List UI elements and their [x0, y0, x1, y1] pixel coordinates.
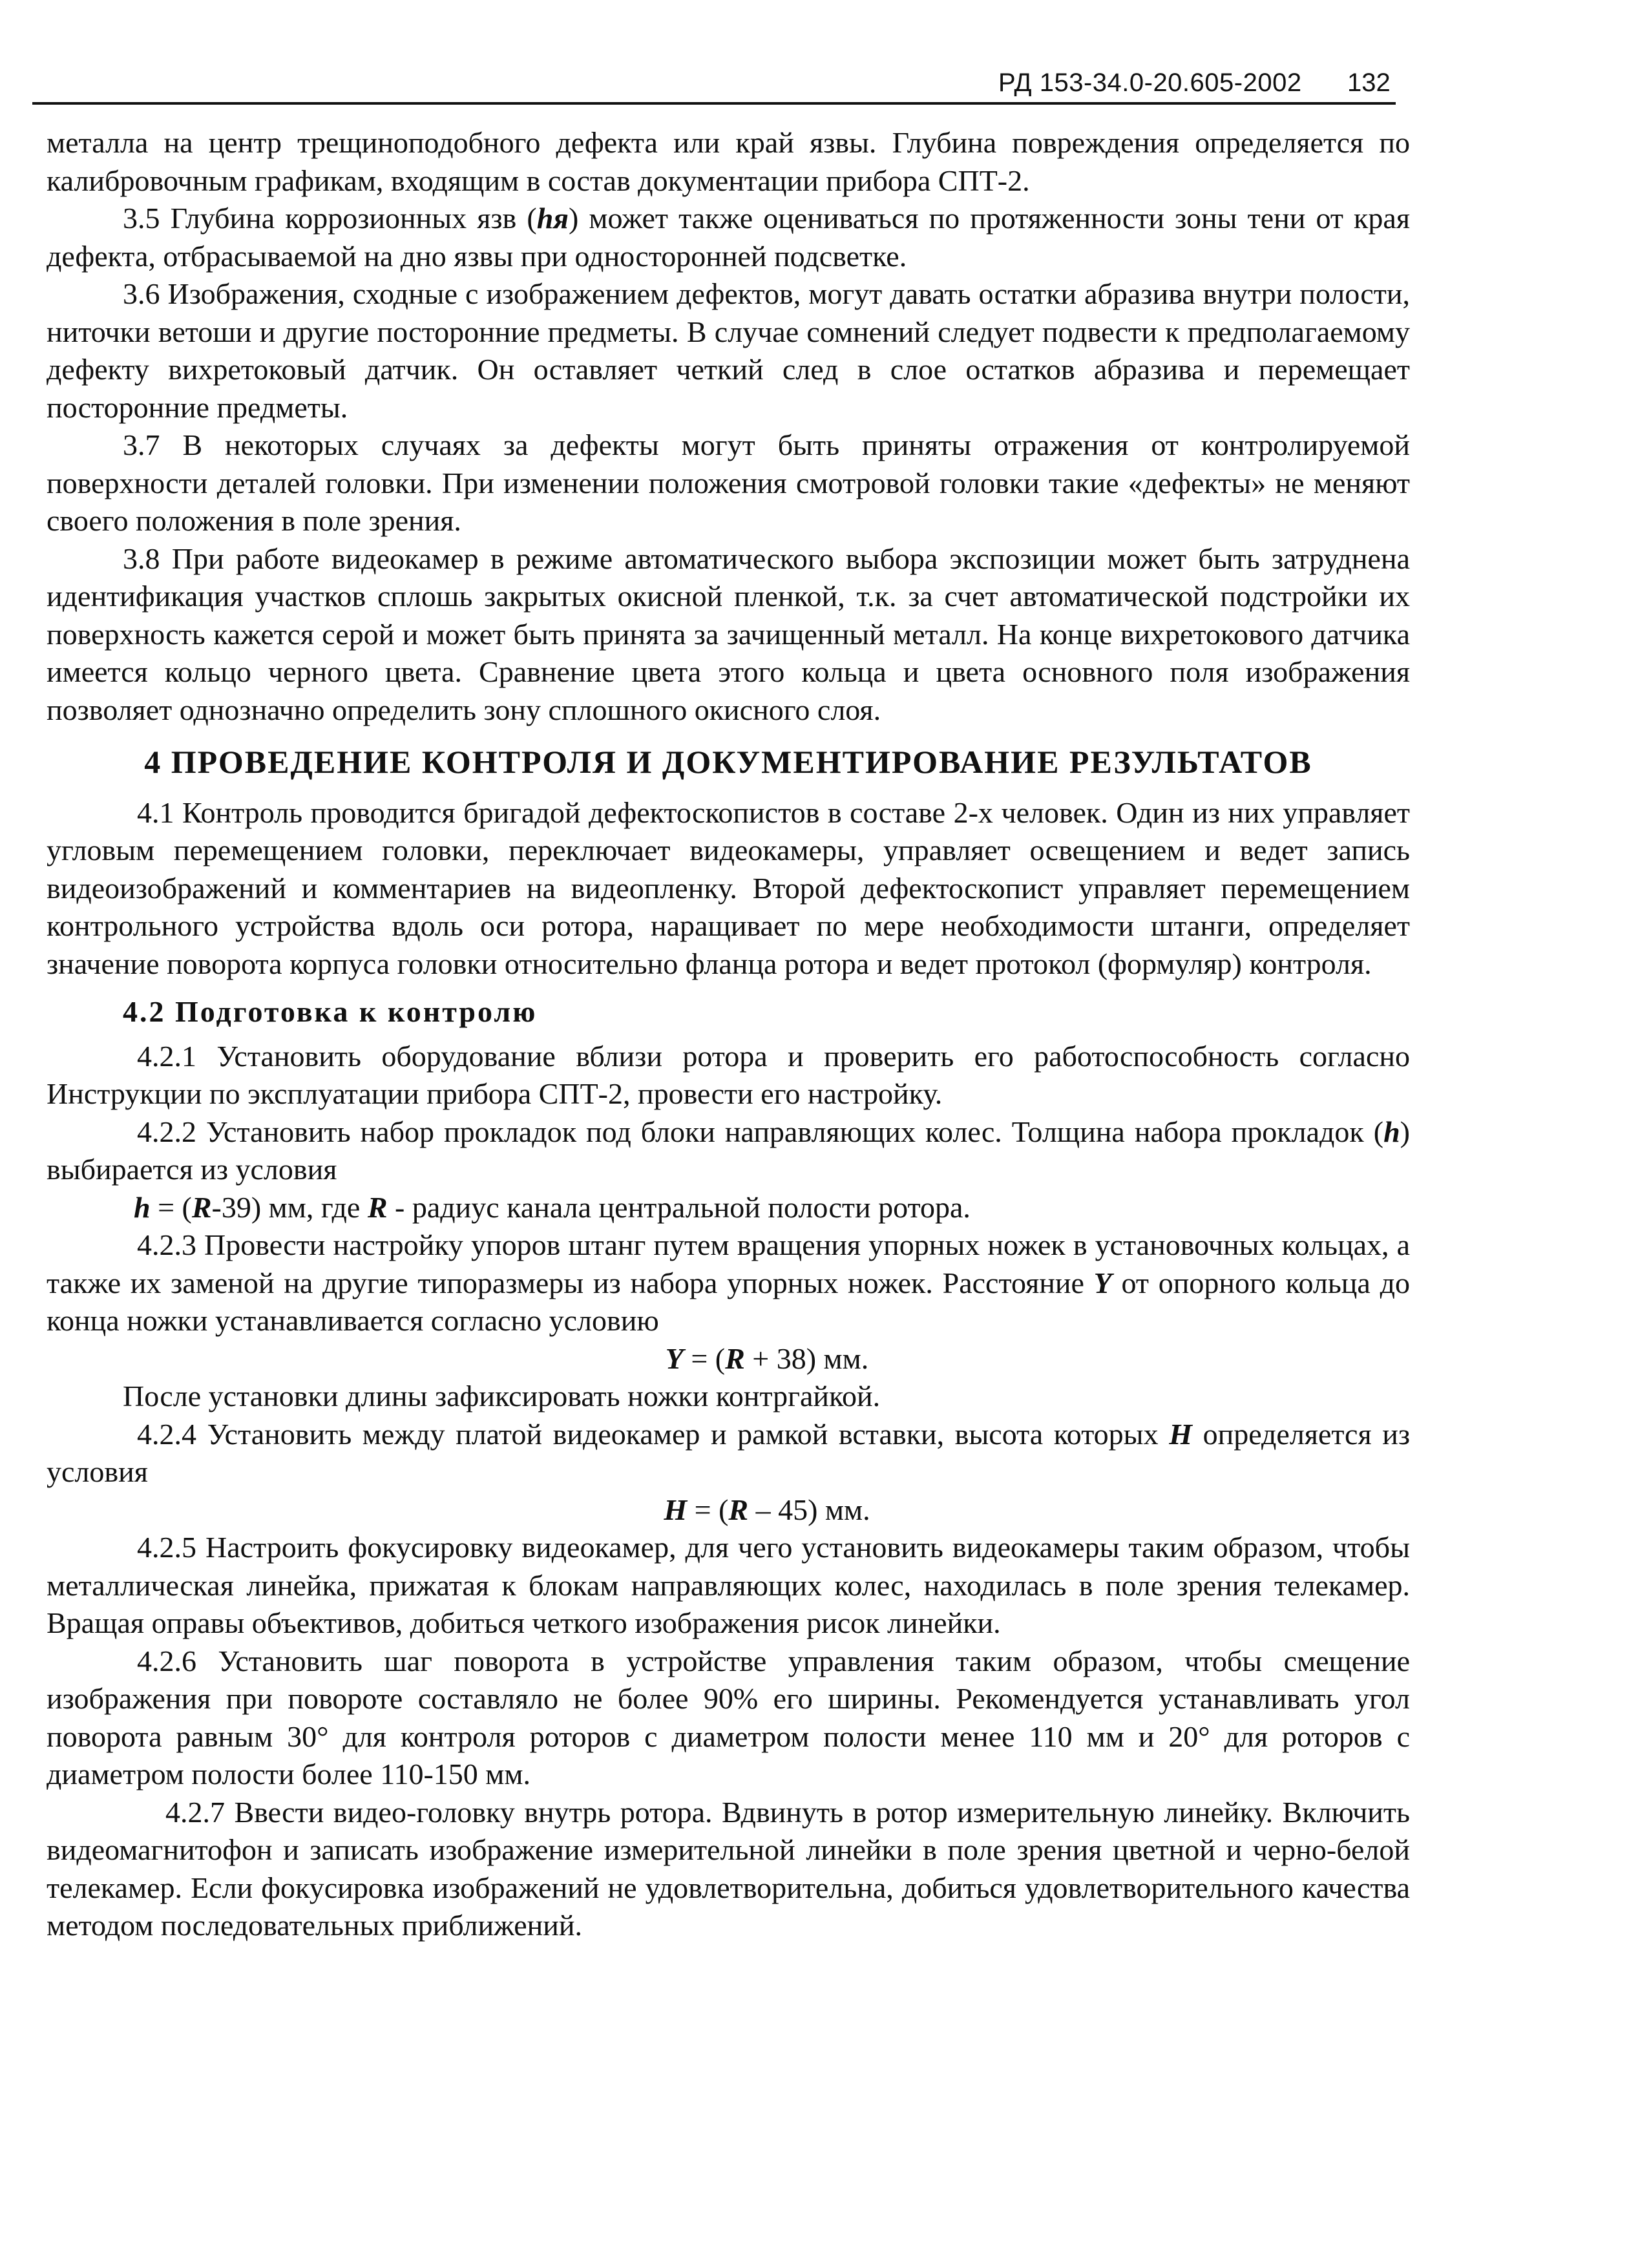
symbol-h: h [134, 1190, 151, 1224]
document-code: РД 153-34.0-20.605-2002 [998, 68, 1302, 97]
paragraph-4-2-3-after [47, 1378, 1410, 1416]
paragraph-4-2-7 [47, 1794, 1410, 1945]
symbol-h-upper: H [1169, 1417, 1192, 1451]
symbol-y: Y [1093, 1266, 1112, 1299]
paragraph-text: 4.2.7 Ввести видео-головку внутрь ротора. Вдвинуть в ротор измерительную линейку. Включить видеомагнитофон и записать изображение измерительной линейки в поле зрения цветной и черно-белой телекамер. Если фокусировка изображений не удовлетворительна, добиться удовлетворительного качества методом последовательных приближений. [47, 1795, 1410, 1942]
paragraph-text: 3.7 В некоторых случаях за дефекты могут быть приняты отражения от контролируемой поверхности деталей головки. При изменении положения смотровой головки такие «дефекты» не меняют своего положения в поле зрения. [47, 428, 1410, 537]
formula-text: - радиус канала центральной полости ротора. [387, 1190, 971, 1224]
paragraph-text: 4.2.3 Провести настройку упоров штанг путем вращения упорных ножек в установочных кольцах, а также их заменой на другие типоразмеры из набора упорных ножек. Расстояние [47, 1228, 1410, 1299]
paragraph-continuation [47, 124, 1410, 200]
symbol-r: R [728, 1493, 749, 1526]
paragraph-4-2-1 [47, 1038, 1410, 1113]
paragraph-4-2-4 [47, 1416, 1410, 1491]
formula-text: -39) мм, где [211, 1190, 368, 1224]
paragraph-text: 3.5 Глубина коррозионных язв ( [123, 202, 537, 235]
formula-text: = ( [687, 1493, 729, 1526]
paragraph-text: от опорного кольца до конца ножки устанавливается согласно условию [47, 1266, 1411, 1337]
paragraph-4-2-6 [47, 1643, 1410, 1794]
paragraph-text: 4.1 Контроль проводится бригадой дефектоскопистов в составе 2-х человек. Один из них управляет угловым перемещением головки, переключает видеокамеры, управляет освещением и ведет запись видеоизображений и комментариев на видеопленку. Второй дефектоскопист управляет перемещением контрольного устройства вдоль оси ротора, наращивает по мере необходимости штанги, определяет значение поворота корпуса головки относительно фланца ротора и ведет протокол (формуляр) контроля. [47, 795, 1410, 980]
formula-y [124, 1340, 1410, 1378]
paragraph-text: ) может также оцениваться по протяженности зоны тени от края дефекта, отбрасываемой на дно язвы при односторонней подсветке. [47, 202, 1410, 273]
section-4-title: 4 ПРОВЕДЕНИЕ КОНТРОЛЯ И ДОКУМЕНТИРОВАНИЕ РЕЗУЛЬТАТОВ [144, 744, 1312, 780]
symbol-r: R [367, 1190, 388, 1224]
symbol-h-upper: H [664, 1493, 688, 1526]
subsection-4-2-title: 4.2 Подготовка к контролю [123, 995, 538, 1028]
formula-text: + 38) мм. [744, 1341, 869, 1375]
paragraph-text: 3.8 При работе видеокамер в режиме автоматического выбора экспозиции может быть затруднена идентификация участков сплошь закрытых окисной пленкой, т.к. за счет автоматической подстройки их поверхность кажется серой и может быть принята за зачищенный металл. На конце вихретокового датчика имеется кольцо черного цвета. Сравнение цвета этого кольца и цвета основного поля изображения позволяет однозначно определить зону сплошного окисного слоя. [47, 541, 1410, 726]
paragraph-4-1 [47, 794, 1410, 983]
paragraph-4-2-3 [47, 1226, 1410, 1340]
paragraph-text: металла на центр трещиноподобного дефекта или край язвы. Глубина повреждения определяется по калибровочным графикам, входящим в состав документации прибора СПТ-2. [47, 126, 1410, 197]
formula-text: = ( [150, 1190, 192, 1224]
paragraph-4-2-5 [47, 1529, 1410, 1643]
page-header [32, 63, 1396, 105]
paragraph-text: 4.2.6 Установить шаг поворота в устройстве управления таким образом, чтобы смещение изображения при повороте составляло не более 90% его ширины. Рекомендуется устанавливать угол поворота равным 30° для контроля роторов с диаметром полости менее 110 мм и 20° для роторов с диаметром полости более 110-150 мм. [47, 1644, 1410, 1790]
symbol-r: R [191, 1190, 212, 1224]
paragraph-text: 4.2.1 Установить оборудование вблизи ротора и проверить его работоспособность согласно Инструкции по эксплуатации прибора СПТ-2, провести его настройку. [47, 1039, 1410, 1110]
symbol-h-ya: hя [536, 202, 569, 235]
formula-h-upper [124, 1491, 1410, 1529]
symbol-r: R [725, 1341, 745, 1375]
formula-text: – 45) мм. [748, 1493, 870, 1526]
paragraph-text: 3.6 Изображения, сходные с изображением дефектов, могут давать остатки абразива внутри полости, ниточки ветоши и другие посторонние предметы. В случае сомнений следует подвести к предполагаемому дефекту вихретоковый датчик. Он оставляет четкий след в слое остатков абразива и перемещает посторонние предметы. [47, 277, 1410, 424]
formula-h [47, 1189, 1410, 1227]
symbol-y: Y [665, 1341, 684, 1375]
paragraph-text: 4.2.5 Настроить фокусировку видеокамер, для чего установить видеокамеры таким образом, чтобы металлическая линейка, прижатая к блокам направляющих колес, находилась в поле зрения телекамер. Вращая оправы объективов, добиться четкого изображения рисок линейки. [47, 1531, 1410, 1639]
paragraph-text: 4.2.2 Установить набор прокладок под блоки направляющих колес. Толщина набора прокладок ( [137, 1115, 1384, 1148]
paragraph-3-5 [47, 200, 1410, 275]
paragraph-4-2-2 [47, 1113, 1410, 1189]
paragraph-text: ) выбирается из условия [47, 1115, 1410, 1186]
page-number: 132 [1347, 68, 1391, 97]
paragraph-text: определяется из условия [47, 1417, 1410, 1488]
paragraph-text: После установки длины зафиксировать ножки контргайкой. [123, 1380, 881, 1412]
paragraph-3-8 [47, 540, 1410, 730]
paragraph-3-7 [47, 426, 1410, 540]
paragraph-3-6 [47, 275, 1410, 426]
formula-text: = ( [683, 1341, 726, 1375]
document-body [47, 124, 1410, 1945]
symbol-h: h [1383, 1115, 1400, 1148]
paragraph-text: 4.2.4 Установить между платой видеокамер и рамкой вставки, высота которых [137, 1417, 1170, 1451]
